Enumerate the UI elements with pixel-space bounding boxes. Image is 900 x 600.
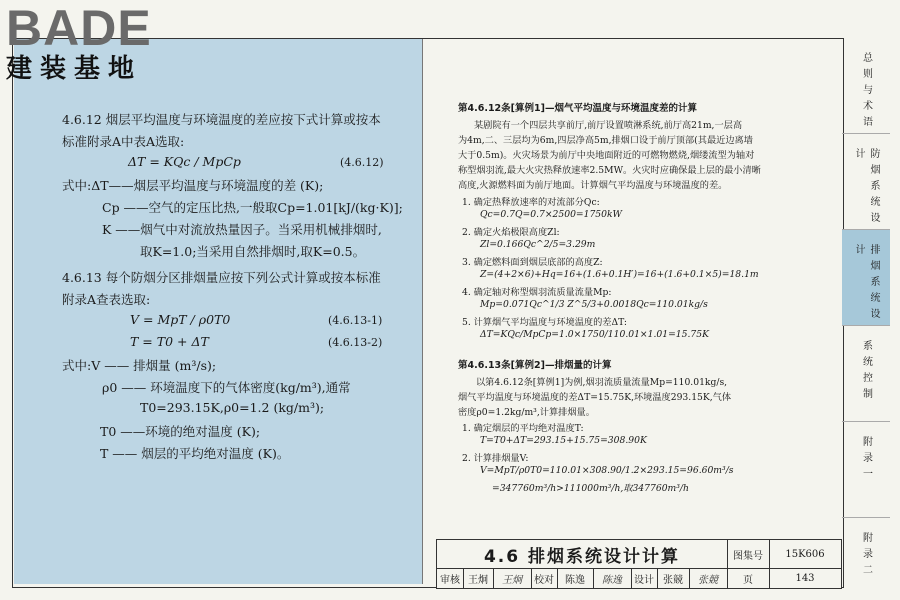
atlas-number: 15K606	[769, 540, 841, 569]
step-label: 4. 确定轴对称型烟羽流质量流量Mp:	[462, 287, 612, 298]
definition-line: 式中:V —— 排烟量 (m³/s);	[62, 358, 217, 373]
sidebar-item-label: 防烟系统设计	[853, 148, 879, 228]
step-formula: =347760m³/h>111000m³/h,取347760m³/h	[492, 483, 689, 494]
clause-4-6-13-line1: 4.6.13 每个防烟分区排烟量应按下列公式计算或按本标准	[62, 270, 381, 285]
example-1-text: 某剧院有一个四层共享前厅,前厅设置喷淋系统,前厅高21m,一层高	[474, 120, 743, 131]
sidebar-item-label: 附录一	[860, 436, 872, 484]
sidebar-item-label: 附录二	[860, 532, 872, 580]
sidebar-item-label: 总则与术语	[860, 52, 872, 132]
step-label: 1. 确定热释放速率的对流部分Qc:	[462, 197, 600, 208]
checker-name: 陈逸	[557, 568, 594, 588]
atlas-number-label: 图集号	[727, 540, 770, 569]
step-formula: ΔT=KQc/MpCp=1.0×1750/110.01×1.01=15.75K	[480, 329, 709, 340]
step-formula: T=T0+ΔT=293.15+15.75=308.90K	[480, 435, 647, 446]
equation-4-6-13-2: T = T0 + ΔT	[130, 334, 209, 349]
designer-name: 张競	[657, 568, 690, 588]
example-2-text: 密度ρ0=1.2kg/m³,计算排烟量。	[458, 407, 595, 418]
definition-line: ρ0 —— 环境温度下的气体密度(kg/m³),通常	[102, 380, 351, 395]
title-block	[436, 539, 842, 589]
example-1-text: 称型烟羽流,最大火灾热释放速率2.5MW。火灾时应确保最上层的最小清晰	[458, 165, 761, 176]
step-formula: Zl=0.166Qc^2/5=3.29m	[480, 239, 596, 250]
clause-4-6-12-line1: 4.6.12 烟层平均温度与环境温度的差应按下式计算或按本	[62, 112, 381, 127]
page-number: 143	[795, 572, 815, 584]
sheet-title: 4.6 排烟系统设计计算	[437, 540, 728, 569]
step-label: 2. 确定火焰极限高度Zl:	[462, 227, 560, 238]
example-2-text: 以第4.6.12条[算例1]为例,烟羽流质量流量Mp=110.01kg/s,	[476, 377, 728, 388]
sidebar-item-label: 系统控制	[860, 340, 872, 404]
check-label: 校对	[531, 568, 558, 588]
clause-4-6-13-line2: 附录A查表选取:	[62, 292, 151, 307]
equation-number: (4.6.13-2)	[328, 336, 383, 349]
step-label: 5. 计算烟气平均温度与环境温度的差ΔT:	[462, 317, 628, 328]
example-1-text: 高度,火源燃料面为前厅地面。计算烟气平均温度与环境温度的差。	[458, 180, 728, 191]
step-formula: Z=(4+2×6)+Hq=16+(1.6+0.1H′)=16+(1.6+0.1×5)=18.1m	[480, 269, 759, 280]
step-formula: Mp=0.071Qc^1/3 Z^5/3+0.0018Qc=110.01kg/s	[480, 299, 708, 310]
equation-number: (4.6.12)	[340, 156, 384, 169]
sidebar-item-smoke-exhaust[interactable]	[842, 230, 890, 326]
review-label: 审核	[437, 568, 464, 588]
logo-sub-text: 建装基地	[6, 54, 143, 84]
definition-line: Cp ——空气的定压比热,一般取Cp=1.01[kJ/(kg·K)];	[102, 200, 403, 215]
definition-line: 式中:ΔT——烟层平均温度与环境温度的差 (K);	[62, 178, 324, 193]
step-formula: Qc=0.7Q=0.7×2500=1750kW	[480, 209, 622, 220]
equation-number: (4.6.13-1)	[328, 314, 383, 327]
example-1-text: 大于0.5m)。火灾场景为前厅中央地面附近的可燃物燃烧,烟缕流型为轴对	[458, 150, 755, 161]
sidebar-item-general[interactable]	[842, 38, 890, 134]
sidebar-item-appendix-2[interactable]	[842, 518, 890, 588]
equation-4-6-12: ΔT = KQc / MpCp	[128, 154, 241, 169]
reviewer-signature: 王炯	[493, 568, 532, 588]
example-2-text: 烟气平均温度与环境温度的差ΔT=15.75K,环境温度293.15K,气体	[458, 392, 732, 403]
sidebar-item-label: 排烟系统设计	[853, 244, 879, 324]
equation-4-6-13-1: V = MpT / ρ0T0	[130, 312, 231, 327]
column-divider	[422, 39, 423, 584]
definition-line: T —— 烟层的平均绝对温度 (K)。	[100, 446, 290, 461]
definition-line: K ——烟气中对流放热量因子。当采用机械排烟时,	[102, 222, 382, 237]
checker-signature: 陈逸	[593, 568, 632, 588]
designer-signature: 张競	[689, 568, 728, 588]
chapter-sidebar	[842, 38, 890, 588]
sidebar-item-appendix-1[interactable]	[842, 422, 890, 518]
definition-line: T0=293.15K,ρ0=1.2 (kg/m³);	[140, 400, 325, 415]
definition-line: 取K=1.0;当采用自然排烟时,取K=0.5。	[140, 244, 366, 259]
design-label: 设计	[631, 568, 658, 588]
example-1-text: 为4m,二、三层均为6m,四层净高5m,排烟口设于前厅顶部(其最近边离墙	[458, 135, 753, 146]
watermark-logo	[6, 2, 182, 88]
example-2-heading: 第4.6.13条[算例2]—排烟量的计算	[458, 360, 612, 371]
page-label: 页	[727, 568, 770, 588]
step-formula: V=MpT/ρ0T0=110.01×308.90/1.2×293.15=96.60m³/s	[480, 465, 734, 476]
step-label: 3. 确定燃料面到烟层底部的高度Z:	[462, 257, 603, 268]
logo-main-text: BADE	[6, 0, 152, 56]
sidebar-item-control[interactable]	[842, 326, 890, 422]
sidebar-item-smoke-prevention[interactable]	[842, 134, 890, 230]
reviewer-name: 王炯	[463, 568, 494, 588]
clause-4-6-12-line2: 标准附录A中表A选取:	[62, 134, 185, 149]
example-1-heading: 第4.6.12条[算例1]—烟气平均温度与环境温度差的计算	[458, 103, 697, 114]
step-label: 2. 计算排烟量V:	[462, 453, 529, 464]
definition-line: T0 ——环境的绝对温度 (K);	[100, 424, 261, 439]
step-label: 1. 确定烟层的平均绝对温度T:	[462, 423, 584, 434]
